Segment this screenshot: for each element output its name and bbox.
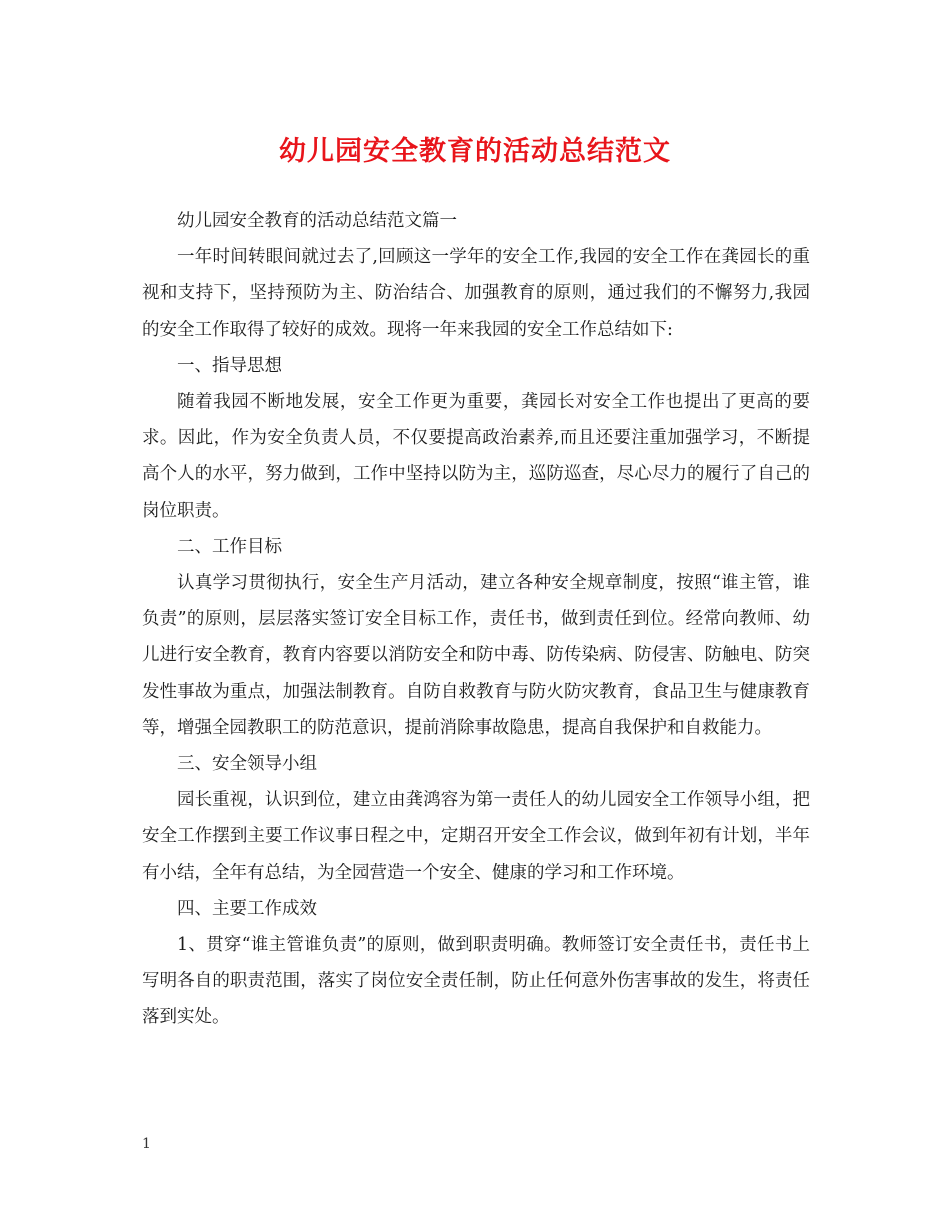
paragraph-subtitle: 幼儿园安全教育的活动总结范文篇一 [177,211,457,231]
section-heading-leadership-group: 三、安全领导小组 [177,754,317,775]
section-heading-main-results: 四、主要工作成效 [177,898,317,919]
section-heading-work-goal: 二、工作目标 [177,536,282,557]
paragraph-intro: 一年时间转眼间就过去了,回顾这一学年的安全工作,我园的安全工作在龚园长的重视和支持下，坚持预防为主、防治结合、加强教育的原则，通过我们的不懈努力,我园的安全工作取得了较好的成效。现将一年来我园的安全工作总结如下: [142,247,810,340]
page-title: 幼儿园安全教育的活动总结范文 [279,136,671,167]
paragraph-guiding-thought: 随着我园不断地发展，安全工作更为重要，龚园长对安全工作也提出了更高的要求。因此，作为安全负责人员，不仅要提高政治素养,而且还要注重加强学习，不断提高个人的水平，努力做到，工作中坚持以防为主，巡防巡查，尽心尽力的履行了自己的岗位职责。 [142,392,810,521]
document-body [142,203,810,1036]
paragraph-leadership-group: 园长重视，认识到位，建立由龚鸿容为第一责任人的幼儿园安全工作领导小组，把安全工作摆到主要工作议事日程之中，定期召开安全工作会议，做到年初有计划，半年有小结，全年有总结，为全园营造一个安全、健康的学习和工作环境。 [142,790,810,883]
section-heading-guiding-thought: 一、指导思想 [177,355,282,376]
page-number: 1 [142,1136,151,1152]
paragraph-work-goal: 认真学习贯彻执行，安全生产月活动，建立各种安全规章制度，按照“谁主管，谁负责”的原则，层层落实签订安全目标工作，责任书，做到责任到位。经常向教师、幼儿进行安全教育，教育内容要以消防安全和防中毒、防传染病、防侵害、防触电、防突发性事故为重点，加强法制教育。自防自救教育与防火防灾教育，食品卫生与健康教育等，增强全园教职工的防范意识，提前消除事故隐患，提高自我保护和自救能力。 [142,573,810,738]
paragraph-main-results-1: 1、贯穿“谁主管谁负责”的原则，做到职责明确。教师签订安全责任书，责任书上写明各自的职责范围，落实了岗位安全责任制，防止任何意外伤害事故的发生，将责任落到实处。 [142,935,810,1028]
